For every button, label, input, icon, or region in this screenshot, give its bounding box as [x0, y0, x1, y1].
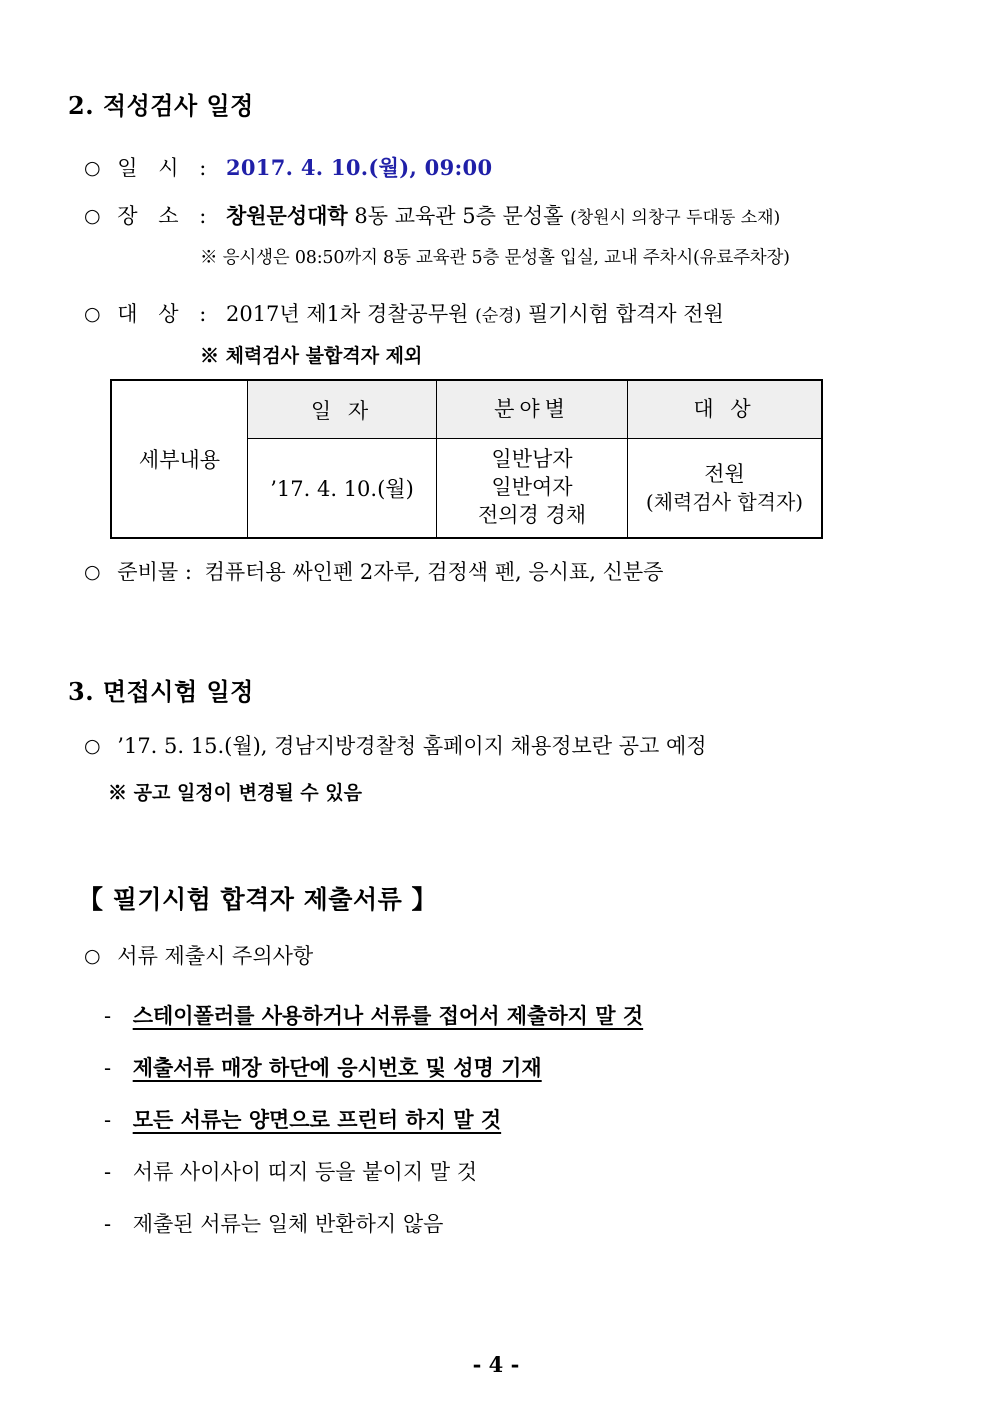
supplies-label: 준비물 : [117, 560, 192, 584]
datetime-value: 2017. 4. 10.(월), 09:00 [225, 155, 493, 180]
table-cell-date: ’17. 4. 10.(월) [248, 439, 437, 539]
circle-bullet-icon: ○ [84, 735, 101, 757]
documents-subheading-text: 서류 제출시 주의사항 [117, 944, 314, 968]
interview-date-value: ’17. 5. 15.(월), 경남지방경찰청 홈페이지 채용정보란 공고 예정 [117, 734, 707, 758]
list-item [104, 1208, 443, 1238]
list-item [104, 1052, 542, 1082]
list-item [104, 1104, 501, 1134]
table-row-label: 세부내용 [111, 380, 248, 538]
schedule-target-row [84, 303, 724, 326]
place-label: 장 소 : [117, 204, 214, 228]
table-cell-target-sub: (체력검사 합격자) [645, 489, 804, 514]
place-venue-address: (창원시 의창구 두대동 소재) [570, 208, 781, 228]
table-header-date: 일 자 [248, 380, 437, 439]
supplies-value: 컴퓨터용 싸인펜 2자루, 검정색 펜, 응시표, 신분증 [204, 560, 664, 584]
table-cell-field-1: 일반남자 [491, 447, 573, 472]
circle-bullet-icon: ○ [84, 205, 101, 227]
list-item-label: 제출서류 매장 하단에 응시번호 및 성명 기재 [132, 1055, 542, 1080]
schedule-place-row [84, 204, 780, 228]
schedule-datetime-row [84, 156, 492, 180]
datetime-label: 일 시 : [117, 156, 214, 180]
circle-bullet-icon: ○ [84, 561, 101, 583]
table-cell-target [628, 439, 823, 539]
place-venue-name: 창원문성대학 [225, 203, 348, 228]
circle-bullet-icon: ○ [84, 303, 101, 325]
detail-table [110, 379, 823, 539]
table-header-field: 분야별 [437, 380, 628, 439]
table-cell-field-2: 일반여자 [491, 475, 573, 500]
list-item-label: 제출된 서류는 일체 반환하지 않음 [132, 1212, 444, 1236]
dash-bullet-icon: - [104, 1108, 112, 1132]
list-item [104, 1000, 643, 1030]
list-item-label: 모든 서류는 양면으로 프린터 하지 말 것 [132, 1107, 502, 1132]
page-number: - 4 - [472, 1352, 520, 1377]
dash-bullet-icon: - [104, 1212, 112, 1236]
list-item-label: 서류 사이사이 띠지 등을 붙이지 말 것 [132, 1160, 478, 1184]
table-cell-fields [437, 439, 628, 539]
table-cell-target-main: 전원 [704, 462, 745, 487]
section-2-title: 2. 적성검사 일정 [68, 91, 254, 120]
interview-date-row [84, 735, 707, 758]
documents-section-heading: 【 필기시험 합격자 제출서류 】 [78, 885, 437, 914]
target-value-paren: (순경) [475, 306, 522, 326]
dash-bullet-icon: - [104, 1004, 112, 1028]
target-label: 대 상 : [117, 302, 214, 326]
list-item-label: 스테이폴러를 사용하거나 서류를 접어서 제출하지 말 것 [132, 1003, 644, 1028]
target-exclusion-note: ※ 체력검사 불합격자 제외 [200, 345, 423, 367]
list-item [104, 1156, 477, 1186]
section-3-title: 3. 면접시험 일정 [68, 677, 254, 706]
dash-bullet-icon: - [104, 1056, 112, 1080]
target-value-main: 2017년 제1차 경찰공무원 [225, 302, 469, 326]
circle-bullet-icon: ○ [84, 945, 101, 967]
documents-subheading-row [84, 945, 313, 968]
interview-change-note: ※ 공고 일정이 변경될 수 있음 [108, 782, 362, 804]
schedule-supplies-row [84, 561, 663, 584]
table-header-target: 대 상 [628, 380, 823, 439]
dash-bullet-icon: - [104, 1160, 112, 1184]
place-entry-note: ※ 응시생은 08:50까지 8동 교육관 5층 문성홀 입실, 교내 주차시(유료주차장) [200, 248, 790, 268]
table-cell-field-3: 전의경 경채 [477, 502, 587, 527]
circle-bullet-icon: ○ [84, 157, 101, 179]
table-header-row [111, 380, 822, 439]
place-venue-detail: 8동 교육관 5층 문성홀 [354, 204, 564, 228]
target-value-tail: 필기시험 합격자 전원 [527, 302, 724, 326]
